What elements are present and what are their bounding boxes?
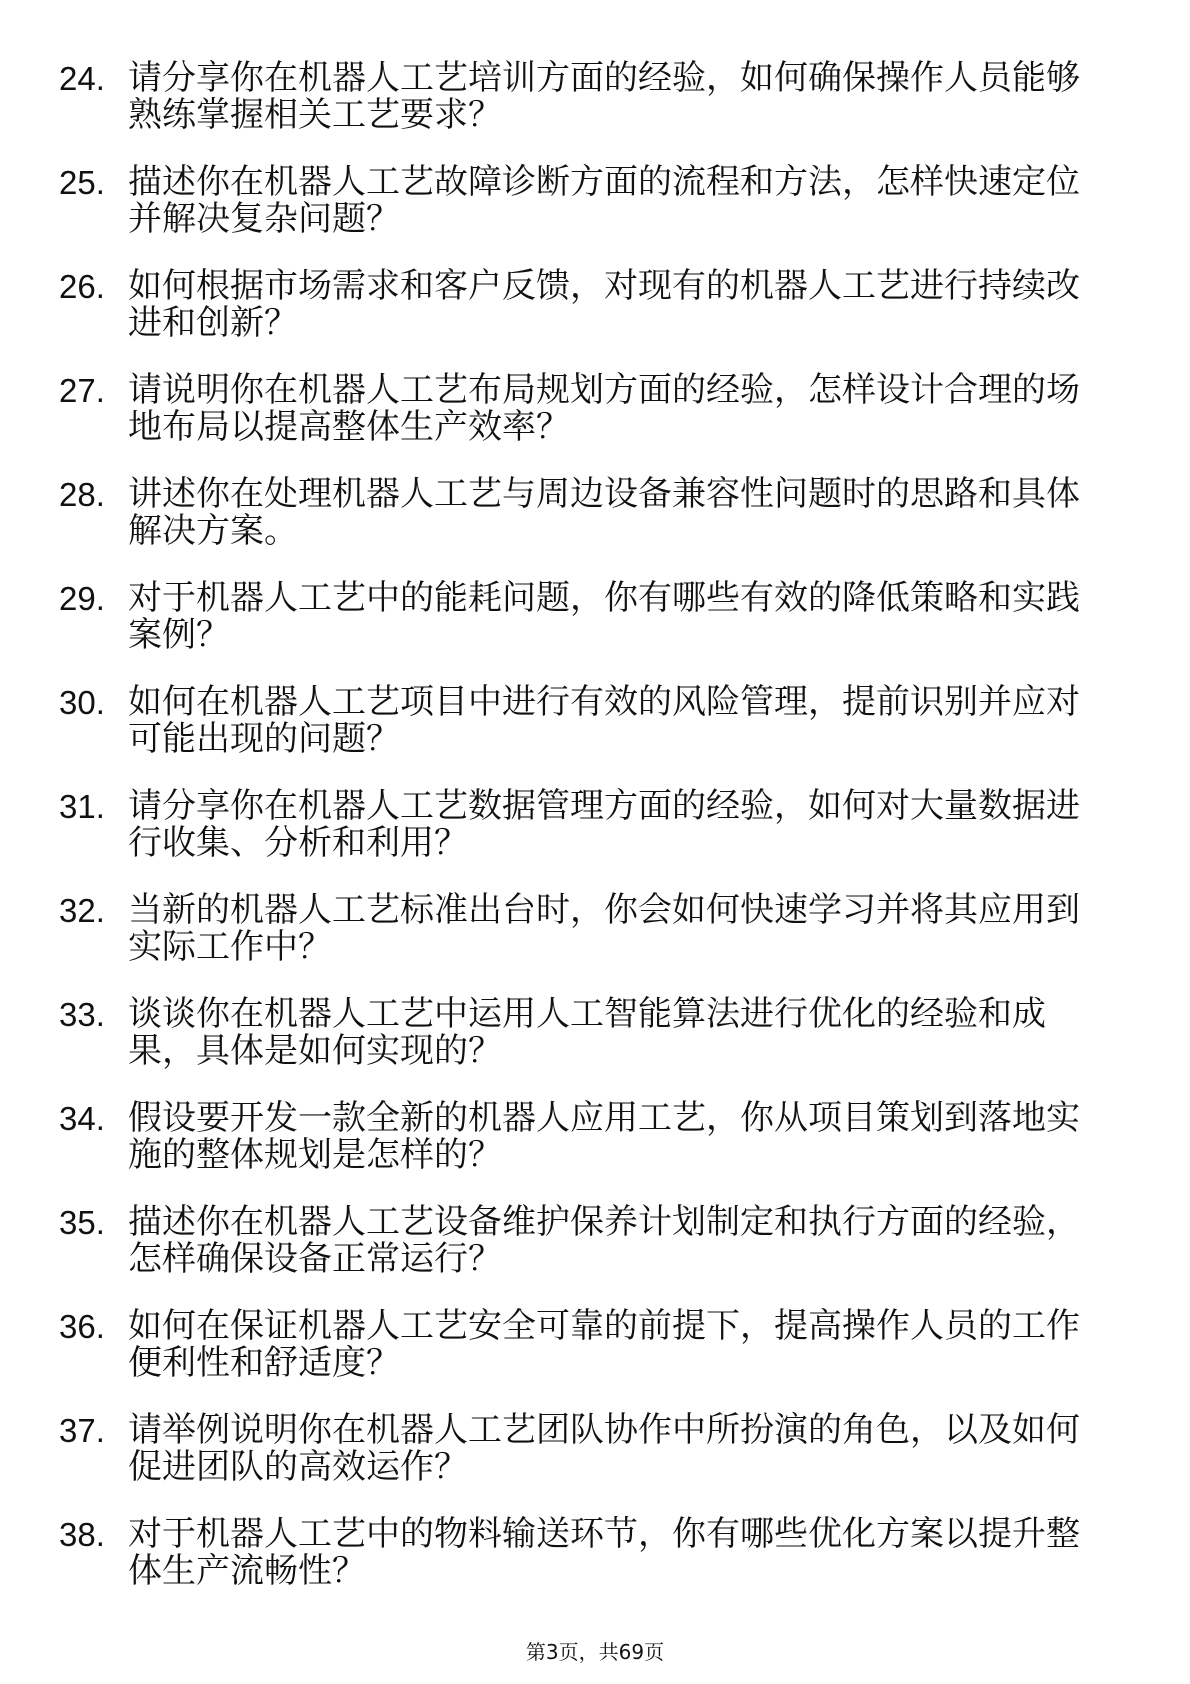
question-text	[128, 1412, 1080, 1516]
question-item	[0, 580, 1190, 684]
question-number: 38.	[59, 1516, 105, 1553]
question-text	[128, 580, 1080, 684]
question-number: 33.	[59, 996, 105, 1033]
question-line: 果，具体是如何实现的？	[128, 1031, 502, 1071]
question-number: 25.	[59, 164, 105, 201]
question-line: 案例？	[128, 615, 230, 655]
question-line: 实际工作中？	[128, 927, 332, 967]
question-item	[0, 1308, 1190, 1412]
question-line: 便利性和舒适度？	[128, 1343, 400, 1383]
question-number: 24.	[59, 60, 105, 97]
question-number: 27.	[59, 372, 105, 409]
question-text	[128, 788, 1080, 892]
question-line: 请分享你在机器人工艺培训方面的经验，如何确保操作人员能够	[128, 58, 1080, 98]
question-item	[0, 1516, 1190, 1620]
question-number: 34.	[59, 1100, 105, 1137]
question-line: 对于机器人工艺中的能耗问题，你有哪些有效的降低策略和实践	[128, 578, 1080, 618]
question-item	[0, 1412, 1190, 1516]
question-line: 如何根据市场需求和客户反馈，对现有的机器人工艺进行持续改	[128, 266, 1080, 306]
question-line: 行收集、分析和利用？	[128, 823, 468, 863]
question-line: 请说明你在机器人工艺布局规划方面的经验，怎样设计合理的场	[128, 370, 1080, 410]
question-text	[128, 1100, 1080, 1204]
question-line: 进和创新？	[128, 303, 298, 343]
question-text	[128, 268, 1080, 372]
question-number: 36.	[59, 1308, 105, 1345]
question-item	[0, 268, 1190, 372]
question-text	[128, 892, 1080, 996]
question-line: 地布局以提高整体生产效率？	[128, 407, 570, 447]
question-line: 讲述你在处理机器人工艺与周边设备兼容性问题时的思路和具体	[128, 474, 1080, 514]
question-number: 35.	[59, 1204, 105, 1241]
question-line: 当新的机器人工艺标准出台时，你会如何快速学习并将其应用到	[128, 890, 1080, 930]
question-line: 请分享你在机器人工艺数据管理方面的经验，如何对大量数据进	[128, 786, 1080, 826]
question-line: 熟练掌握相关工艺要求？	[128, 95, 502, 135]
question-text	[128, 996, 1046, 1100]
question-text	[128, 476, 1080, 580]
question-text	[128, 1308, 1080, 1412]
question-text	[128, 1204, 1080, 1308]
question-item	[0, 684, 1190, 788]
question-number: 26.	[59, 268, 105, 305]
question-line: 促进团队的高效运作？	[128, 1447, 468, 1487]
question-item	[0, 476, 1190, 580]
question-line: 描述你在机器人工艺故障诊断方面的流程和方法，怎样快速定位	[128, 162, 1080, 202]
question-line: 谈谈你在机器人工艺中运用人工智能算法进行优化的经验和成	[128, 994, 1046, 1034]
question-item	[0, 892, 1190, 996]
question-item	[0, 164, 1190, 268]
question-text	[128, 684, 1080, 788]
question-line: 怎样确保设备正常运行？	[128, 1239, 502, 1279]
question-line: 解决方案。	[128, 511, 298, 551]
question-number: 31.	[59, 788, 105, 825]
question-list	[0, 60, 1190, 1620]
question-line: 如何在保证机器人工艺安全可靠的前提下，提高操作人员的工作	[128, 1306, 1080, 1346]
question-item	[0, 60, 1190, 164]
question-text	[128, 1516, 1080, 1620]
question-line: 并解决复杂问题？	[128, 199, 400, 239]
question-item	[0, 1100, 1190, 1204]
question-number: 30.	[59, 684, 105, 721]
question-line: 施的整体规划是怎样的？	[128, 1135, 502, 1175]
question-number: 37.	[59, 1412, 105, 1449]
question-item	[0, 372, 1190, 476]
question-line: 对于机器人工艺中的物料输送环节，你有哪些优化方案以提升整	[128, 1514, 1080, 1554]
question-item	[0, 1204, 1190, 1308]
question-number: 32.	[59, 892, 105, 929]
question-item	[0, 788, 1190, 892]
page-indicator: 第3页，共69页	[525, 1640, 665, 1664]
question-item	[0, 996, 1190, 1100]
question-line: 可能出现的问题？	[128, 719, 400, 759]
question-number: 29.	[59, 580, 105, 617]
question-number: 28.	[59, 476, 105, 513]
question-text	[128, 164, 1080, 268]
question-text	[128, 60, 1080, 164]
question-line: 如何在机器人工艺项目中进行有效的风险管理，提前识别并应对	[128, 682, 1080, 722]
question-line: 请举例说明你在机器人工艺团队协作中所扮演的角色，以及如何	[128, 1410, 1080, 1450]
question-line: 假设要开发一款全新的机器人应用工艺，你从项目策划到落地实	[128, 1098, 1080, 1138]
question-text	[128, 372, 1080, 476]
page-footer	[0, 1640, 1190, 1664]
question-line: 体生产流畅性？	[128, 1551, 366, 1591]
question-line: 描述你在机器人工艺设备维护保养计划制定和执行方面的经验，	[128, 1202, 1080, 1242]
